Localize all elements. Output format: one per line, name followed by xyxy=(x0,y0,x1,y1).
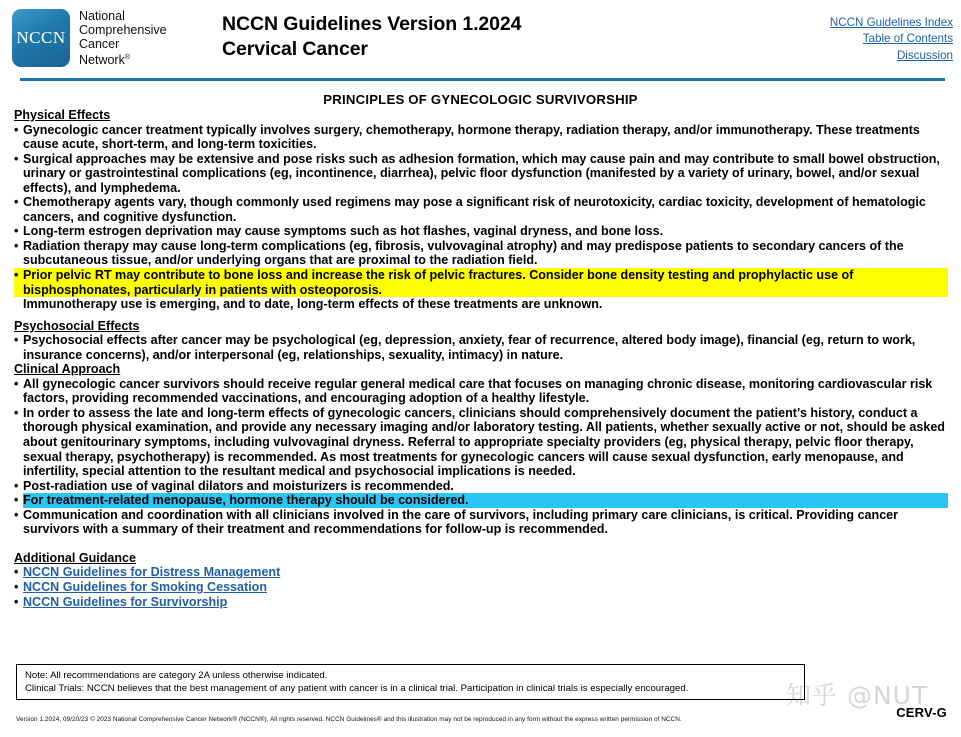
section-additional-guidance xyxy=(14,551,948,566)
bullet-icon: • xyxy=(14,594,19,609)
bullet-text: Psychosocial effects after cancer may be psychological (eg, depression, anxiety, fear of recurrence, altered body image), financial (eg, return to work, insurance concerns), and/or interpersonal (eg, relationships, sexuality, intimacy) in nature. xyxy=(23,333,916,362)
list-item xyxy=(14,565,948,580)
list-item xyxy=(14,195,948,224)
page-title xyxy=(222,12,521,62)
bullet-icon: • xyxy=(14,405,19,420)
logo-word-line-4: Network® xyxy=(79,53,131,68)
link-distress-management[interactable]: NCCN Guidelines for Distress Management xyxy=(23,565,281,580)
bullet-icon: • xyxy=(14,376,19,391)
bullet-text: Gynecologic cancer treatment typically involves surgery, chemotherapy, hormone therapy, radiation therapy, and/or immunotherapy. These treatments cause acute, short-term, and long-term toxicities. xyxy=(23,122,920,152)
bullet-icon: • xyxy=(14,238,19,253)
bullet-icon: • xyxy=(14,565,19,580)
footer-copyright: Version 1.2024, 09/20/23 © 2023 National Comprehensive Cancer Network® (NCCN®), All rights reserved. NCCN Guidelines® and this illustration may not be reproduced in any form without the express written permission of NCCN. xyxy=(16,716,682,723)
bullet-text: For treatment-related menopause, hormone therapy should be considered. xyxy=(23,493,948,508)
note-line-category: Note: All recommendations are category 2A unless otherwise indicated. xyxy=(25,670,328,681)
list-item xyxy=(14,123,948,152)
list-item-highlighted-yellow xyxy=(14,268,948,297)
list-item xyxy=(14,595,948,610)
heading-additional-guidance: Additional Guidance xyxy=(14,550,136,565)
list-item xyxy=(14,508,948,537)
note-box xyxy=(16,664,805,700)
paragraph-immunotherapy: Immunotherapy use is emerging, and to date, long-term effects of these treatments are unknown. xyxy=(23,297,603,312)
list-item-highlighted-cyan xyxy=(14,493,948,508)
logo-word-line-1: National xyxy=(79,9,125,23)
bullet-text: Long-term estrogen deprivation may cause symptoms such as hot flashes, vaginal dryness, and bone loss. xyxy=(23,224,664,239)
page-title-line-2: Cervical Cancer xyxy=(222,38,368,60)
watermark: 知乎 @NUT xyxy=(786,681,929,710)
bullet-text: In order to assess the late and long-term effects of gynecologic cancers, clinicians should comprehensively document the patient’s history, conduct a thorough physical examination, and provide any necessary imaging and/or laboratory testing. All patients, whether sexually active or not, should be asked about genitourinary symptoms, including vulvovaginal dryness. Referral to appropriate specialty providers (eg, physical therapy, pelvic floor therapy, sexual therapy, psychotherapy) is recommended. As most treatments for gynecologic cancers will cause sexual dysfunction, early menopause, and infertility, special attention to the resultant medical and psychosocial implications is needed. xyxy=(23,405,945,479)
heading-clinical-approach: Clinical Approach xyxy=(14,362,121,377)
list-item xyxy=(14,224,948,239)
header-divider xyxy=(20,78,945,81)
nccn-logo-mark xyxy=(12,9,70,67)
section-psychosocial-effects xyxy=(14,319,948,334)
section-physical-effects xyxy=(14,108,948,123)
additional-guidance-links xyxy=(14,565,948,609)
logo-word-line-3: Cancer xyxy=(79,37,120,52)
list-item xyxy=(14,239,948,268)
heading-physical-effects: Physical Effects xyxy=(14,108,111,122)
bullet-text: Surgical approaches may be extensive and pose risks such as adhesion formation, which may cause pain and may contribute to small bowel obstruction, urinary or gastrointestinal complications (eg, incontinence, diarrhea), pelvic floor dysfunction (manifested by a variety of urinary, bowel, and/or sexual effects), and lymphedema. xyxy=(23,151,940,195)
nccn-logo xyxy=(12,9,167,68)
list-item xyxy=(14,406,948,479)
bullet-icon: • xyxy=(14,122,19,137)
nccn-logo-wordmark xyxy=(79,9,167,68)
bullet-icon: • xyxy=(14,493,19,508)
registered-mark: ® xyxy=(124,54,131,62)
bullet-icon: • xyxy=(14,579,19,594)
nccn-logo-mark-label: NCCN xyxy=(16,28,66,48)
bullet-icon: • xyxy=(14,478,19,493)
link-table-of-contents[interactable]: Table of Contents xyxy=(862,32,953,46)
bullet-text: All gynecologic cancer survivors should receive regular general medical care that focuses on managing chronic disease, monitoring cardiovascular risk factors, providing recommended vaccinations, and encouraging adoption of a healthy lifestyle. xyxy=(23,376,933,406)
list-item xyxy=(14,479,948,494)
document-body xyxy=(14,108,948,609)
bullet-icon: • xyxy=(14,333,19,348)
bullet-text: Communication and coordination with all clinicians involved in the care of survivors, including primary care clinicians, is critical. Providing cancer survivors with a summary of their treatment and recommendations for follow-up is recommended. xyxy=(23,507,899,537)
section-heading-principles: PRINCIPLES OF GYNECOLOGIC SURVIVORSHIP xyxy=(323,92,638,107)
list-item xyxy=(14,377,948,406)
list-item xyxy=(14,580,948,595)
list-item xyxy=(14,333,948,362)
note-line-clinical-trials: Clinical Trials: NCCN believes that the best management of any patient with cancer is in a clinical trial. Participation in clinical trials is especially encouraged. xyxy=(25,682,689,694)
bullet-icon: • xyxy=(14,507,19,522)
bullet-icon: • xyxy=(14,268,19,283)
logo-word-line-2: Comprehensive xyxy=(79,23,167,38)
page-header xyxy=(0,0,961,74)
bullet-text: Chemotherapy agents vary, though commonly used regimens may pose a significant risk of neurotoxicity, cardiac toxicity, development of hematologic cancers, and cognitive dysfunction. xyxy=(23,195,926,224)
bullet-icon: • xyxy=(14,224,19,239)
bullet-icon: • xyxy=(14,195,19,210)
heading-psychosocial-effects: Psychosocial Effects xyxy=(14,318,140,333)
bullet-text: Prior pelvic RT may contribute to bone loss and increase the risk of pelvic fractures. Consider bone density testing and prophylactic use of bisphosphonates, particularly in patients with osteoporosis. xyxy=(23,268,854,297)
page-title-line-1: NCCN Guidelines Version 1.2024 xyxy=(222,13,522,35)
link-nccn-guidelines-index[interactable]: NCCN Guidelines Index xyxy=(829,16,953,29)
bullet-icon: • xyxy=(14,151,19,166)
link-smoking-cessation[interactable]: NCCN Guidelines for Smoking Cessation xyxy=(23,579,268,594)
link-discussion[interactable]: Discussion xyxy=(896,48,953,62)
section-clinical-approach xyxy=(14,362,948,377)
header-links xyxy=(830,15,953,64)
page-code: CERV-G xyxy=(896,705,947,720)
list-item xyxy=(14,152,948,196)
bullet-text: Post-radiation use of vaginal dilators and moisturizers is recommended. xyxy=(23,478,454,493)
link-survivorship[interactable]: NCCN Guidelines for Survivorship xyxy=(23,594,228,609)
bullet-text: Radiation therapy may cause long-term complications (eg, fibrosis, vulvovaginal atrophy) and may predispose patients to secondary cancers of the subcutaneous tissue, and/or underlying organs that are proximal to the radiation field. xyxy=(23,238,904,268)
